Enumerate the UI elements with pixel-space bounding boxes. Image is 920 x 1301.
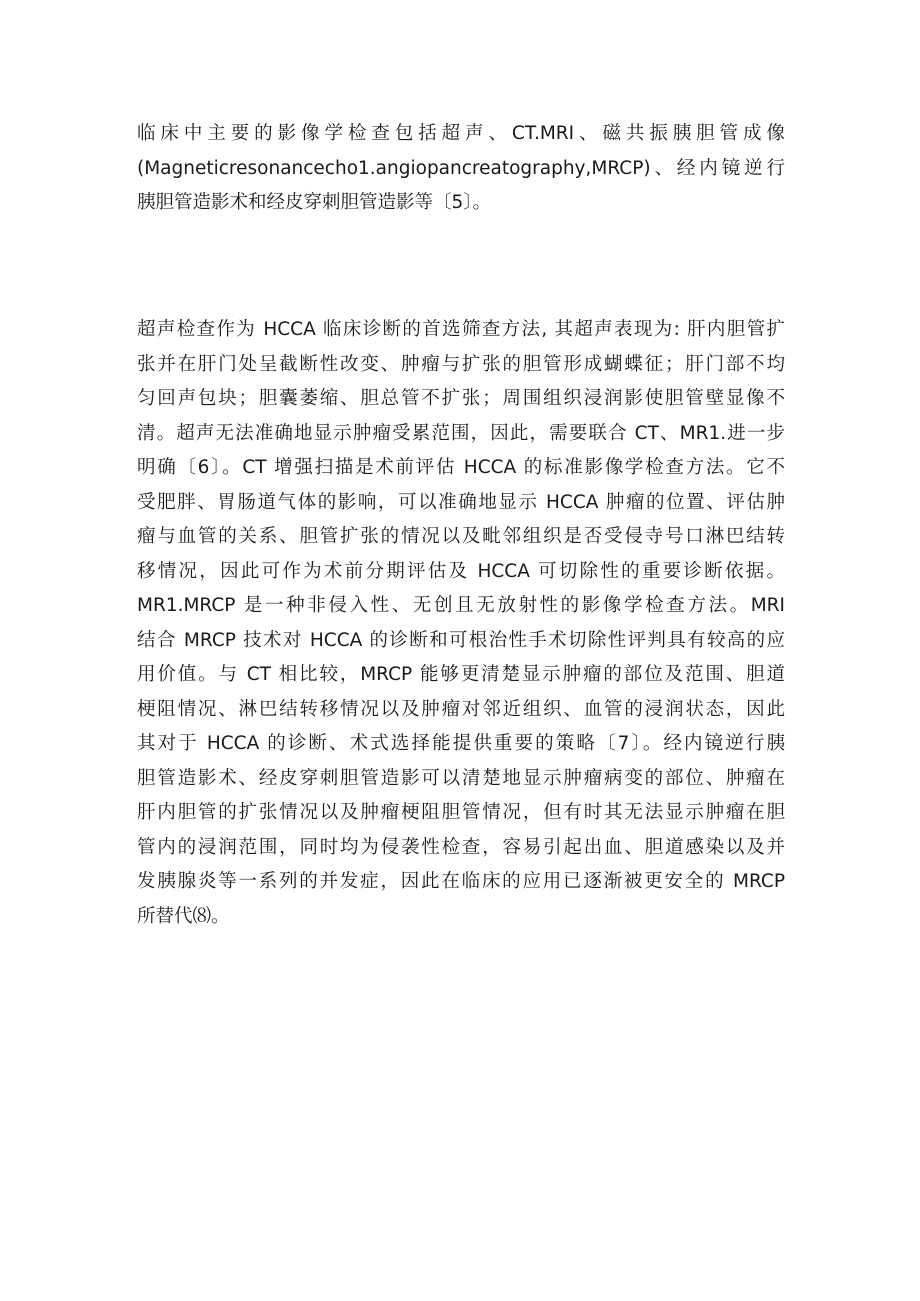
text-line: 清。超声无法准确地显示肿瘤受累范围，因此，需要联合 CT、MR1.进一步	[137, 422, 785, 444]
text-line: 移情况，因此可作为术前分期评估及 HCCA 可切除性的重要诊断依据。	[137, 560, 785, 582]
text-line: 用价值。与 CT 相比较，MRCP 能够更清楚显示肿瘤的部位及范围、胆道	[137, 664, 785, 685]
text-line: MR1.MRCP 是一种非侵入性、无创且无放射性的影像学检查方法。MRI	[137, 595, 785, 616]
text-line: 超声检查作为 HCCA 临床诊断的首选筛查方法, 其超声表现为: 肝内胆管扩	[137, 319, 785, 340]
text-line: 发胰腺炎等一系列的并发症，因此在临床的应用已逐渐被更安全的 MRCP	[137, 871, 785, 892]
text-line: 临床中主要的影像学检查包括超声、CT.MRI、磁共振胰胆管成像	[137, 123, 785, 144]
text-line: (Magneticresonancecho1.angiopancreatography,MRCP)、经内镜逆行	[137, 157, 785, 179]
text-line: 张并在肝门处呈截断性改变、肿瘤与扩张的胆管形成蝴蝶征；肝门部不均	[137, 353, 785, 375]
text-line: 受肥胖、胃肠道气体的影响，可以准确地显示 HCCA 肿瘤的位置、评估肿	[137, 491, 785, 513]
text-line: 胰胆管造影术和经皮穿刺胆管造影等〔5〕。	[137, 192, 492, 213]
text-line: 结合 MRCP 技术对 HCCA 的诊断和可根治性手术切除性评判具有较高的应	[137, 629, 785, 651]
text-line: 肝内胆管的扩张情况以及肿瘤梗阻胆管情况，但有时其无法显示肿瘤在胆	[137, 802, 785, 823]
text-line: 明确〔6〕。CT 增强扫描是术前评估 HCCA 的标准影像学检查方法。它不	[137, 457, 785, 478]
text-line: 梗阻情况、淋巴结转移情况以及肿瘤对邻近组织、血管的浸润状态，因此	[137, 698, 785, 720]
text-line: 管内的浸润范围，同时均为侵袭性检查，容易引起出血、胆道感染以及并	[137, 836, 785, 858]
text-line: 所替代⑻。	[137, 905, 230, 927]
text-line: 其对于 HCCA 的诊断、术式选择能提供重要的策略〔7〕。经内镜逆行胰	[137, 733, 785, 754]
paragraph-imaging-overview	[137, 117, 785, 221]
text-line: 胆管造影术、经皮穿刺胆管造影可以清楚地显示肿瘤病变的部位、肿瘤在	[137, 767, 785, 789]
text-line: 匀回声包块；胆囊萎缩、胆总管不扩张；周围组织浸润影使胆管壁显像不	[137, 388, 785, 409]
paragraph-ultrasound-ct-mrcp	[137, 313, 785, 934]
text-line: 瘤与血管的关系、胆管扩张的情况以及毗邻组织是否受侵寺号口淋巴结转	[137, 526, 785, 547]
